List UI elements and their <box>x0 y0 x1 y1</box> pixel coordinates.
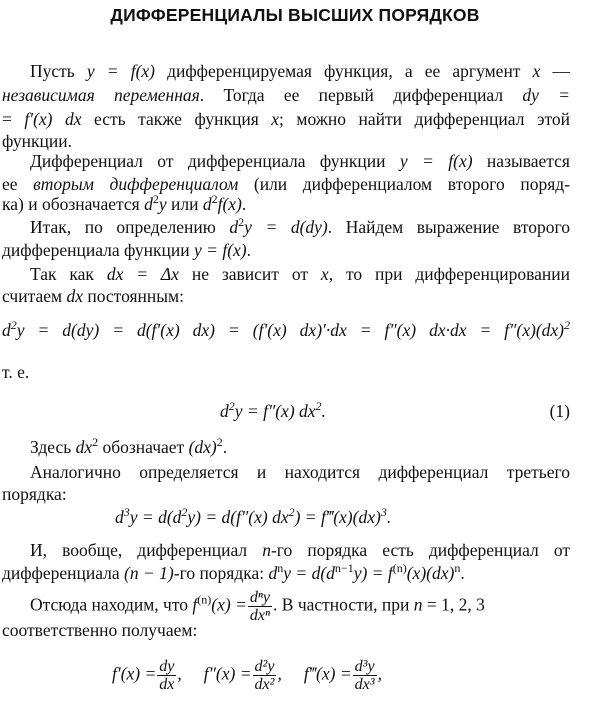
fraction-denominator: dx³ <box>354 676 375 693</box>
text: Так как <box>30 264 107 284</box>
superscript: 2 <box>315 399 322 413</box>
section-title: ДИФФЕРЕНЦИАЛЫ ВЫСШИХ ПОРЯДКОВ <box>110 5 480 25</box>
superscript: 3 <box>380 505 387 519</box>
superscript: (n) <box>392 561 407 575</box>
paragraph-3-line-2 <box>2 240 251 260</box>
text: -го порядка есть дифференциал от <box>270 540 570 560</box>
emphasis: независимая переменная <box>2 85 200 105</box>
superscript: n <box>454 561 461 575</box>
fraction-numerator: d³y <box>354 658 375 675</box>
text: = 1, 2, 3 <box>422 594 485 615</box>
paragraph-7-line-2 <box>2 563 465 583</box>
text: дифференциала <box>2 563 125 583</box>
superscript: 2 <box>152 192 159 206</box>
math: f(x) <box>217 194 242 214</box>
paragraph-1-line-2 <box>2 85 570 105</box>
math: y = f″(x) dx <box>234 401 316 421</box>
superscript: 2 <box>181 505 188 519</box>
superscript: 3 <box>123 505 130 519</box>
math: (n − 1) <box>124 563 174 583</box>
text: -го порядка: <box>173 563 269 583</box>
math: f′(x) dx <box>24 109 82 129</box>
paragraph-7-line-1 <box>30 540 570 560</box>
math: y) = f <box>353 563 393 583</box>
text: . Найдем выражение второго <box>327 217 571 237</box>
math: d <box>202 194 212 214</box>
math: d <box>115 507 124 527</box>
text: дифференцируемая функция, а ее аргумент <box>155 61 533 81</box>
text: ее <box>2 174 34 194</box>
text: . <box>241 194 247 214</box>
math: y) = d(f″(x) dx <box>187 507 289 527</box>
paragraph-8-line-2: соответственно получаем: <box>2 620 198 640</box>
superscript: (n) <box>197 592 212 607</box>
text: . <box>460 563 465 583</box>
superscript: 2 <box>216 435 223 449</box>
text: не зависит от <box>178 264 321 284</box>
emphasis: вторым дифференциалом <box>33 174 239 194</box>
superscript: 2 <box>238 215 245 229</box>
math: n <box>413 594 423 615</box>
superscript: 2 <box>10 318 17 332</box>
text: = <box>2 109 25 129</box>
fraction-numerator: d²y <box>254 658 275 675</box>
math: y = d(d <box>283 563 335 583</box>
text: ; можно найти дифференциал этой <box>279 109 570 129</box>
text: постоянным: <box>82 286 184 306</box>
equation-1 <box>220 401 326 421</box>
paragraph-8-line-1 <box>30 589 575 624</box>
math: x <box>320 264 329 284</box>
math: dy = <box>522 85 570 105</box>
math: y = d(d <box>129 507 182 527</box>
text: . <box>222 437 228 457</box>
math: f‴(x) = <box>303 663 352 684</box>
fraction-numerator: dⁿy <box>249 589 271 606</box>
text: есть также функция <box>81 109 272 129</box>
paragraph-1-line-4: функции. <box>2 131 72 151</box>
math: y = f(x) <box>194 240 247 260</box>
math: d <box>220 401 229 421</box>
fraction-first <box>157 658 176 693</box>
math: n <box>262 540 271 560</box>
text: дифференциала функции <box>2 240 195 260</box>
math: x <box>271 109 280 129</box>
math: f <box>192 594 198 615</box>
paragraph-2-line-2 <box>2 174 570 194</box>
equation-derivatives-via-differentials <box>112 658 382 693</box>
paragraph-4-line-1 <box>30 264 570 284</box>
paragraph-6-line-2: порядка: <box>2 484 67 504</box>
math: (x)(dx) <box>406 563 455 583</box>
math: d <box>2 320 11 340</box>
fraction-numerator: dy <box>159 658 175 675</box>
math: (dx) <box>188 437 217 457</box>
math: , <box>377 663 382 684</box>
text: или <box>166 194 203 214</box>
paragraph-4-line-2 <box>2 286 184 306</box>
equation-number: (1) <box>549 401 570 421</box>
text: считаем <box>2 286 67 306</box>
equation-third-differential <box>115 507 391 527</box>
text: Дифференциал от дифференциала функции <box>30 151 400 171</box>
math: d <box>268 563 278 583</box>
math: y <box>158 194 167 214</box>
fraction-denominator: dx² <box>254 676 275 693</box>
math: dx <box>75 437 93 457</box>
superscript: n <box>277 561 284 575</box>
superscript: 2 <box>92 435 99 449</box>
fraction-denominator: dx <box>159 676 175 693</box>
paragraph-1-line-3 <box>2 109 570 129</box>
text: . <box>246 240 252 260</box>
superscript: n−1 <box>334 561 354 575</box>
text: Отсюда находим, что <box>30 594 193 615</box>
math: . <box>321 401 326 421</box>
paragraph-6-line-1: Аналогично определяется и находится дифференциал третьего <box>30 462 570 482</box>
math: d <box>144 194 153 214</box>
text: Пусть <box>30 61 87 81</box>
text-te: т. е. <box>2 362 30 382</box>
text: обозначает <box>98 437 189 457</box>
math: x <box>532 61 541 81</box>
math: y = f(x) <box>86 61 156 81</box>
paragraph-3-line-1 <box>30 217 570 237</box>
text: ка) и обозначается <box>2 194 145 214</box>
superscript: 2 <box>288 505 295 519</box>
paragraph-5 <box>30 437 227 457</box>
fraction-third <box>353 658 377 693</box>
text: , то при дифференцировании <box>328 264 570 284</box>
math: , <box>277 663 282 684</box>
math: y = d(dy) = d(f′(x) dx) = (f′(x) dx)′·dx = f″(x) dx·dx = f″(x)(dx) <box>16 320 564 340</box>
math: dx <box>66 286 83 306</box>
math: f″(x) = <box>203 663 252 684</box>
text: . Тогда ее первый дифференциал <box>199 85 523 105</box>
equation-second-differential-derivation <box>2 320 570 340</box>
text: — <box>540 61 570 81</box>
math: dx = Δx <box>106 264 179 284</box>
math: , <box>177 663 182 684</box>
fraction-denominator: dxⁿ <box>249 607 271 624</box>
text: называется <box>472 151 570 171</box>
text: И, вообще, дифференциал <box>30 540 263 560</box>
superscript: 2 <box>228 399 235 413</box>
superscript: 2 <box>564 318 570 332</box>
math: y = f(x) <box>399 151 473 171</box>
paragraph-1-line-1 <box>30 61 570 81</box>
text: (или дифференциалом второго поряд- <box>238 174 570 194</box>
fraction-nth-derivative <box>248 589 272 624</box>
fraction-second <box>253 658 277 693</box>
text: Здесь <box>30 437 76 457</box>
math: (x) = <box>211 594 247 615</box>
paragraph-2-line-3 <box>2 194 246 214</box>
math: . <box>386 507 392 527</box>
text: Итак, по определению <box>30 217 230 237</box>
math: d <box>229 217 239 237</box>
math: y = d(dy) <box>244 217 328 237</box>
text: . В частности, при <box>273 594 414 615</box>
paragraph-2-line-1 <box>30 151 570 171</box>
math: ) = f‴(x)(dx) <box>294 507 381 527</box>
math: f′(x) = <box>112 663 157 684</box>
superscript: 2 <box>211 192 218 206</box>
